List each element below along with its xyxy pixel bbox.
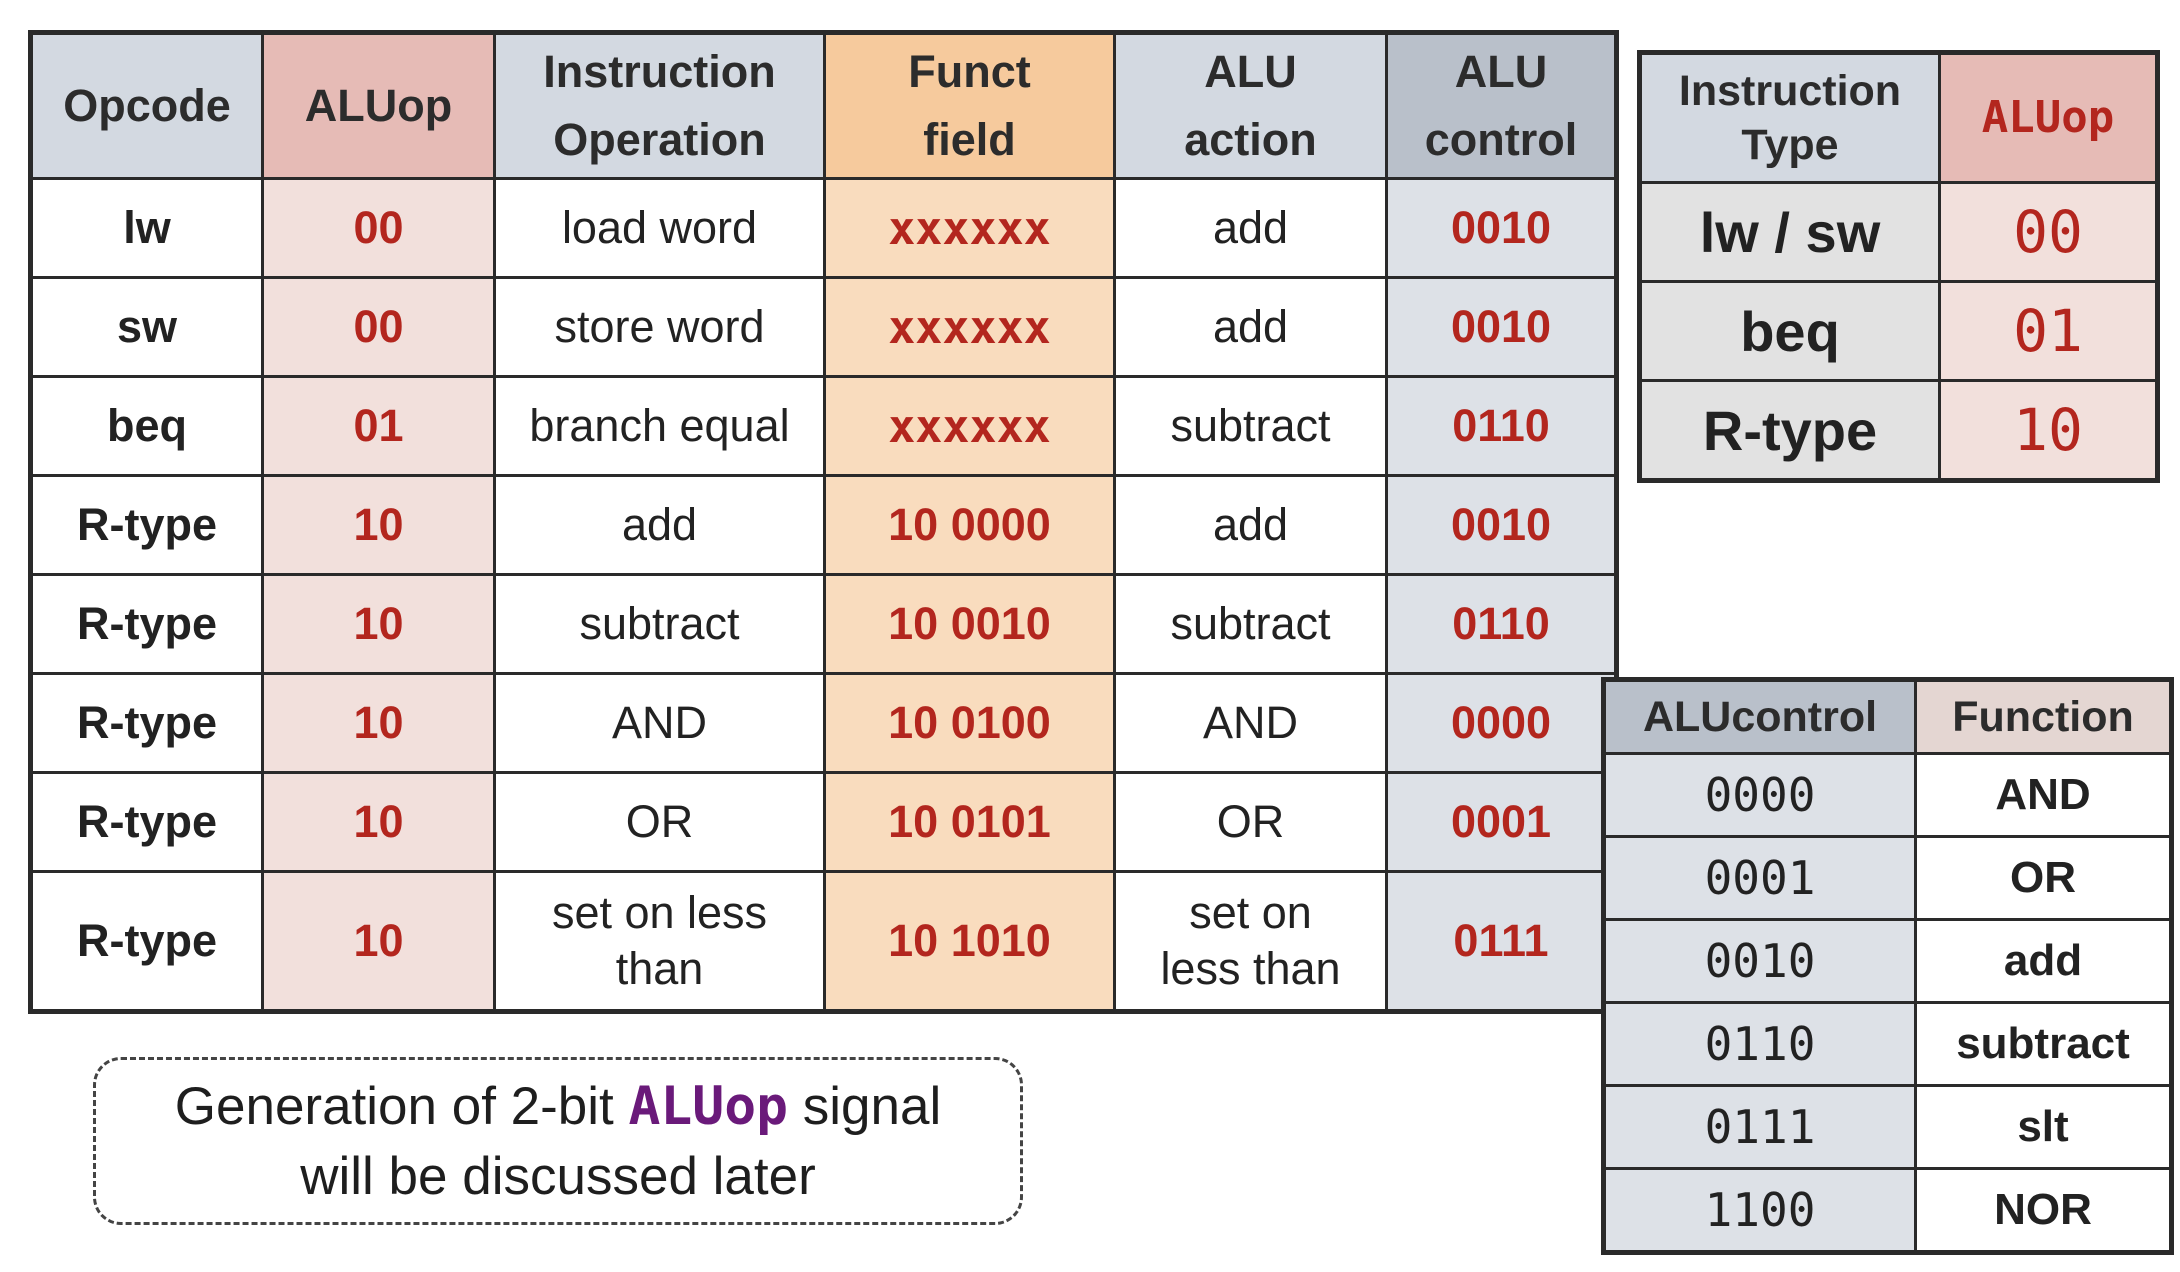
table-row [1604,754,2172,837]
table-row [1640,282,2158,381]
action-cell: add [1115,278,1387,377]
note-code: ALUop [628,1076,789,1137]
action-cell: subtract [1115,575,1387,674]
function-table-header-row [1604,680,2172,754]
header-alu-action-line1: ALU [1204,46,1297,97]
action-cell: add [1115,476,1387,575]
control-cell: 0010 [1387,179,1617,278]
operation-cell [495,872,825,1012]
alucontrol-cell: 0111 [1604,1086,1916,1169]
funct-cell: xxxxxx [825,377,1115,476]
funct-cell: 10 0010 [825,575,1115,674]
header-instruction-type-line1: Instruction [1678,67,1902,115]
opcode-cell: R-type [31,872,263,1012]
table-row [1604,920,2172,1003]
opcode-cell: lw [31,179,263,278]
header-alu-control-line2: control [1424,114,1578,165]
function-cell: slt [1916,1086,2172,1169]
operation-line1: set on less [551,887,768,938]
alucontrol-cell: 0001 [1604,837,1916,920]
funct-cell: xxxxxx [825,278,1115,377]
control-cell: 0110 [1387,575,1617,674]
note-suffix: signal [788,1077,942,1136]
instruction-type-cell: R-type [1640,381,1940,481]
operation-cell: OR [495,773,825,872]
operation-cell: load word [495,179,825,278]
aluop-cell: 10 [263,476,495,575]
table-row [1604,1169,2172,1253]
action-cell: subtract [1115,377,1387,476]
alu-control-table [28,30,1619,1014]
main-table-header-row [31,33,1617,179]
header-function: Function [1916,680,2172,754]
note-prefix: Generation of 2-bit [174,1077,629,1136]
function-cell: add [1916,920,2172,1003]
aluop-cell: 01 [1940,282,2158,381]
header-instruction-type-line2: Type [1741,121,1839,169]
header-aluop: ALUop [263,33,495,179]
alucontrol-cell: 0000 [1604,754,1916,837]
header-instruction-operation-line2: Operation [553,114,766,165]
operation-cell: branch equal [495,377,825,476]
aluop-cell: 00 [1940,183,2158,282]
action-cell [1115,872,1387,1012]
table-row [31,278,1617,377]
table-row [31,773,1617,872]
action-cell: AND [1115,674,1387,773]
header-alucontrol: ALUcontrol [1604,680,1916,754]
function-cell: OR [1916,837,2172,920]
header-funct-field [825,33,1115,179]
alu-function-table [1601,677,2174,1255]
header-opcode: Opcode [31,33,263,179]
table-row [1604,837,2172,920]
header-instruction-operation-line1: Instruction [543,46,776,97]
opcode-cell: R-type [31,476,263,575]
table-row [1604,1003,2172,1086]
action-cell: OR [1115,773,1387,872]
operation-cell: add [495,476,825,575]
alucontrol-cell: 0010 [1604,920,1916,1003]
aluop-cell: 01 [263,377,495,476]
header-instruction-operation [495,33,825,179]
aluop-cell: 10 [263,872,495,1012]
instruction-type-table [1637,50,2160,483]
header-alu-control-line1: ALU [1454,46,1548,97]
opcode-cell: R-type [31,674,263,773]
aluop-cell: 10 [263,773,495,872]
note-line1 [96,1072,1020,1142]
aluop-note-box [93,1057,1023,1225]
header-alu-action [1115,33,1387,179]
table-row [31,179,1617,278]
table-row [31,575,1617,674]
type-table-header-row [1640,53,2158,183]
function-cell: subtract [1916,1003,2172,1086]
function-cell: NOR [1916,1169,2172,1253]
operation-cell: store word [495,278,825,377]
function-cell: AND [1916,754,2172,837]
funct-cell: 10 1010 [825,872,1115,1012]
opcode-cell: beq [31,377,263,476]
header-alu-control [1387,33,1617,179]
note-line2: will be discussed later [300,1147,816,1206]
alucontrol-cell: 0110 [1604,1003,1916,1086]
action-line1: set on [1189,887,1312,938]
table-row [31,872,1617,1012]
header-funct-field-line2: field [923,114,1016,165]
funct-cell: 10 0101 [825,773,1115,872]
aluop-cell: 00 [263,278,495,377]
funct-cell: 10 0000 [825,476,1115,575]
control-cell: 0000 [1387,674,1617,773]
opcode-cell: R-type [31,773,263,872]
operation-line2: than [615,943,704,994]
control-cell: 0001 [1387,773,1617,872]
opcode-cell: R-type [31,575,263,674]
header-instruction-type [1640,53,1940,183]
aluop-cell: 10 [263,674,495,773]
control-cell: 0111 [1387,872,1617,1012]
table-row [1604,1086,2172,1169]
action-line2: less than [1160,943,1341,994]
aluop-cell: 10 [263,575,495,674]
instruction-type-cell: beq [1640,282,1940,381]
table-row [31,377,1617,476]
header-funct-field-line1: Funct [908,46,1031,97]
action-cell: add [1115,179,1387,278]
table-row [31,674,1617,773]
table-row [1640,381,2158,481]
aluop-cell: 10 [1940,381,2158,481]
control-cell: 0010 [1387,278,1617,377]
header-alu-action-line2: action [1184,114,1317,165]
funct-cell: xxxxxx [825,179,1115,278]
operation-cell: subtract [495,575,825,674]
table-row [31,476,1617,575]
instruction-type-cell: lw / sw [1640,183,1940,282]
funct-cell: 10 0100 [825,674,1115,773]
operation-cell: AND [495,674,825,773]
opcode-cell: sw [31,278,263,377]
aluop-cell: 00 [263,179,495,278]
control-cell: 0010 [1387,476,1617,575]
table-row [1640,183,2158,282]
control-cell: 0110 [1387,377,1617,476]
alucontrol-cell: 1100 [1604,1169,1916,1253]
header-aluop: ALUop [1940,53,2158,183]
